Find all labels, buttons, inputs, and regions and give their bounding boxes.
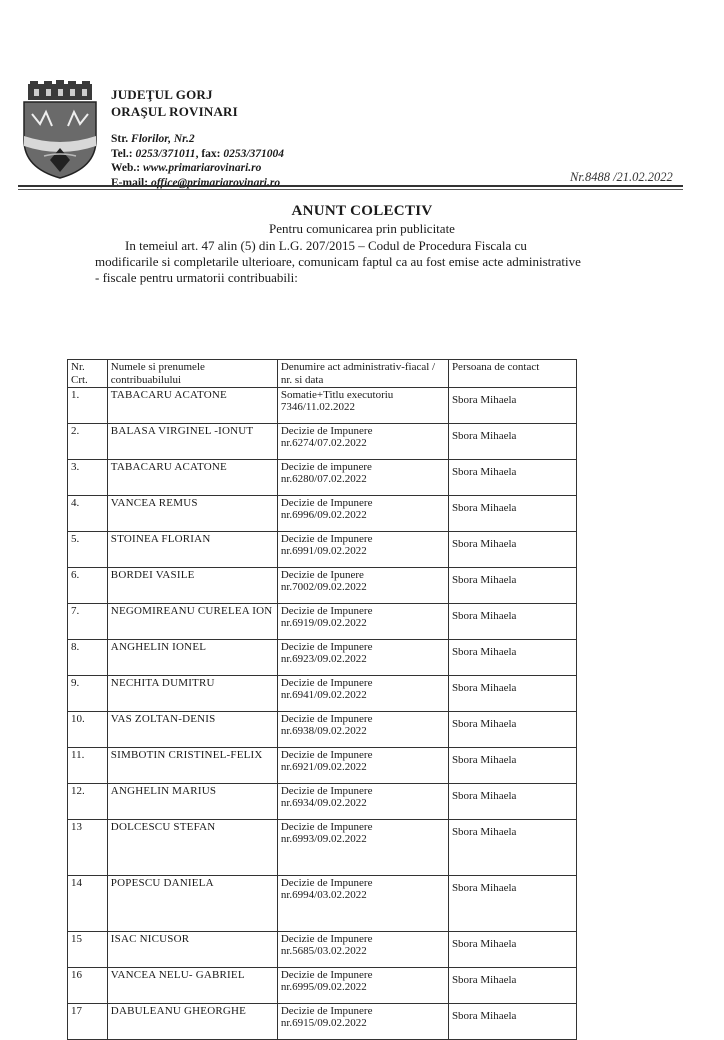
page-title: ANUNT COLECTIV — [291, 203, 433, 219]
act-reference: nr.6274/07.02.2022 — [280, 437, 367, 449]
row-number: 17 — [68, 1004, 108, 1040]
act-cell — [277, 496, 448, 532]
contact-person: Sbora Mihaela — [448, 532, 576, 568]
table-row — [68, 568, 577, 604]
contributor-name: ISAC NICUSOR — [107, 932, 277, 968]
act-type: Decizie de Impunere — [280, 785, 373, 797]
contact-person: Sbora Mihaela — [448, 388, 576, 424]
table-row — [68, 640, 577, 676]
contributor-name: TABACARU ACATONE — [107, 388, 277, 424]
row-number: 1. — [68, 388, 108, 424]
act-type: Decizie de Impunere — [280, 425, 373, 437]
act-reference: nr.6915/09.02.2022 — [280, 1017, 367, 1029]
letterhead — [111, 86, 284, 190]
contact-person: Sbora Mihaela — [448, 876, 576, 932]
website-link[interactable]: www.primariarovinari.ro — [142, 162, 262, 174]
act-reference: nr.6938/09.02.2022 — [280, 725, 367, 737]
contact-person: Sbora Mihaela — [448, 748, 576, 784]
act-type: Decizie de Impunere — [280, 1005, 373, 1017]
row-number: 7. — [68, 604, 108, 640]
row-number: 2. — [68, 424, 108, 460]
table-row — [68, 424, 577, 460]
contributor-name: DABULEANU GHEORGHE — [107, 1004, 277, 1040]
act-type: Decizie de impunere — [280, 461, 372, 473]
row-number: 15 — [68, 932, 108, 968]
contact-person: Sbora Mihaela — [448, 1004, 576, 1040]
act-type: Decizie de Impunere — [280, 713, 373, 725]
contributor-name: ANGHELIN IONEL — [107, 640, 277, 676]
act-cell — [277, 932, 448, 968]
header-divider — [18, 185, 683, 187]
act-type: Decizie de Impunere — [280, 677, 373, 689]
act-type: Decizie de Impunere — [280, 969, 373, 981]
table-header-row — [68, 360, 577, 388]
contributor-name: VANCEA NELU- GABRIEL — [107, 968, 277, 1004]
table-row — [68, 748, 577, 784]
act-type: Decizie de Impunere — [280, 877, 373, 889]
act-reference: 7346/11.02.2022 — [280, 401, 356, 413]
contributor-name: VANCEA REMUS — [107, 496, 277, 532]
document-number: Nr.8488 /21.02.2022 — [570, 170, 673, 184]
act-reference: nr.6923/09.02.2022 — [280, 653, 367, 665]
email-link[interactable]: office@primariarovinari.ro — [150, 176, 281, 189]
table-row — [68, 676, 577, 712]
contributor-name: NEGOMIREANU CURELEA ION — [107, 604, 277, 640]
table-row — [68, 784, 577, 820]
row-number: 6. — [68, 568, 108, 604]
header-contact: Persoana de contact — [448, 360, 576, 388]
address-line: Str. Florilor, Nr.2 — [111, 133, 195, 145]
act-reference: nr.6941/09.02.2022 — [280, 689, 367, 701]
act-reference: nr.6280/07.02.2022 — [280, 473, 367, 485]
contact-person: Sbora Mihaela — [448, 932, 576, 968]
page-subtitle: Pentru comunicarea prin publicitate — [269, 221, 455, 236]
contributor-name: POPESCU DANIELA — [107, 876, 277, 932]
table-row — [68, 604, 577, 640]
act-cell — [277, 568, 448, 604]
row-number: 9. — [68, 676, 108, 712]
table-row — [68, 460, 577, 496]
contributor-name: NECHITA DUMITRU — [107, 676, 277, 712]
act-cell — [277, 424, 448, 460]
row-number: 13 — [68, 820, 108, 876]
contact-person: Sbora Mihaela — [448, 640, 576, 676]
act-reference: nr.5685/03.02.2022 — [280, 945, 367, 957]
row-number: 10. — [68, 712, 108, 748]
act-cell — [277, 604, 448, 640]
table-row — [68, 496, 577, 532]
act-cell — [277, 1004, 448, 1040]
header-act: Denumire act administrativ-fiacal / nr. si data — [277, 360, 448, 388]
act-type: Decizie de Ipunere — [280, 569, 364, 581]
table-row — [68, 532, 577, 568]
contributor-name: TABACARU ACATONE — [107, 460, 277, 496]
contributors-table — [67, 359, 577, 1040]
table-row — [68, 876, 577, 932]
act-cell — [277, 876, 448, 932]
act-cell — [277, 748, 448, 784]
row-number: 16 — [68, 968, 108, 1004]
contributor-name: VAS ZOLTAN-DENIS — [107, 712, 277, 748]
act-cell — [277, 784, 448, 820]
contributor-name: DOLCESCU STEFAN — [107, 820, 277, 876]
table-row — [68, 932, 577, 968]
act-reference: nr.6994/03.02.2022 — [280, 889, 367, 901]
act-cell — [277, 640, 448, 676]
table-row — [68, 712, 577, 748]
act-reference: nr.6995/09.02.2022 — [280, 981, 367, 993]
header-nr: Nr. Crt. — [68, 360, 108, 388]
act-reference: nr.6921/09.02.2022 — [280, 761, 367, 773]
email-line: E-mail: office@primariarovinari.ro — [111, 176, 281, 189]
contact-person: Sbora Mihaela — [448, 784, 576, 820]
act-type: Decizie de Impunere — [280, 749, 373, 761]
contributor-name: SIMBOTIN CRISTINEL-FELIX — [107, 748, 277, 784]
row-number: 8. — [68, 640, 108, 676]
act-cell — [277, 388, 448, 424]
act-type: Decizie de Impunere — [280, 497, 373, 509]
web-line: Web.: www.primariarovinari.ro — [111, 162, 262, 174]
table-row — [68, 388, 577, 424]
act-reference: nr.7002/09.02.2022 — [280, 581, 367, 593]
city-name: ORAŞUL ROVINARI — [111, 104, 238, 119]
table-row — [68, 1004, 577, 1040]
contact-person: Sbora Mihaela — [448, 604, 576, 640]
row-number: 4. — [68, 496, 108, 532]
contributor-name: STOINEA FLORIAN — [107, 532, 277, 568]
row-number: 12. — [68, 784, 108, 820]
act-cell — [277, 460, 448, 496]
act-reference: nr.6919/09.02.2022 — [280, 617, 367, 629]
contributor-name: ANGHELIN MARIUS — [107, 784, 277, 820]
act-cell — [277, 532, 448, 568]
contact-person: Sbora Mihaela — [448, 968, 576, 1004]
row-number: 3. — [68, 460, 108, 496]
contact-person: Sbora Mihaela — [448, 676, 576, 712]
phone-line: Tel.: 0253/371011, fax: 0253/371004 — [111, 147, 285, 160]
header-name: Numele si prenumele contribuabilului — [107, 360, 277, 388]
act-cell — [277, 676, 448, 712]
contributor-name: BORDEI VASILE — [107, 568, 277, 604]
header-divider-thin — [18, 189, 683, 190]
act-cell — [277, 968, 448, 1004]
act-reference: nr.6991/09.02.2022 — [280, 545, 367, 557]
act-type: Decizie de Impunere — [280, 533, 373, 545]
table-body — [68, 388, 577, 1040]
contact-person: Sbora Mihaela — [448, 496, 576, 532]
contributor-name: BALASA VIRGINEL -IONUT — [107, 424, 277, 460]
act-type: Decizie de Impunere — [280, 605, 373, 617]
contact-person: Sbora Mihaela — [448, 568, 576, 604]
act-type: Somatie+Titlu executoriu — [280, 389, 394, 401]
act-type: Decizie de Impunere — [280, 933, 373, 945]
county-name: JUDEŢUL GORJ — [111, 87, 213, 102]
act-type: Decizie de Impunere — [280, 641, 373, 653]
row-number: 5. — [68, 532, 108, 568]
intro-paragraph: In temeiul art. 47 alin (5) din L.G. 207/2015 – Codul de Procedura Fiscala cu modificarile si completarile ulterioare, comunicam faptul ca au fost emise acte administrative - fiscale pentru urmatorii contribuabili: — [95, 238, 581, 285]
row-number: 14 — [68, 876, 108, 932]
contact-person: Sbora Mihaela — [448, 820, 576, 876]
table-row — [68, 820, 577, 876]
table-row — [68, 968, 577, 1004]
contact-person: Sbora Mihaela — [448, 424, 576, 460]
act-reference: nr.6993/09.02.2022 — [280, 833, 367, 845]
act-reference: nr.6996/09.02.2022 — [280, 509, 367, 521]
row-number: 11. — [68, 748, 108, 784]
act-type: Decizie de Impunere — [280, 821, 373, 833]
act-reference: nr.6934/09.02.2022 — [280, 797, 367, 809]
contact-person: Sbora Mihaela — [448, 712, 576, 748]
act-cell — [277, 820, 448, 876]
act-cell — [277, 712, 448, 748]
contact-person: Sbora Mihaela — [448, 460, 576, 496]
town-crest-icon — [20, 80, 100, 180]
